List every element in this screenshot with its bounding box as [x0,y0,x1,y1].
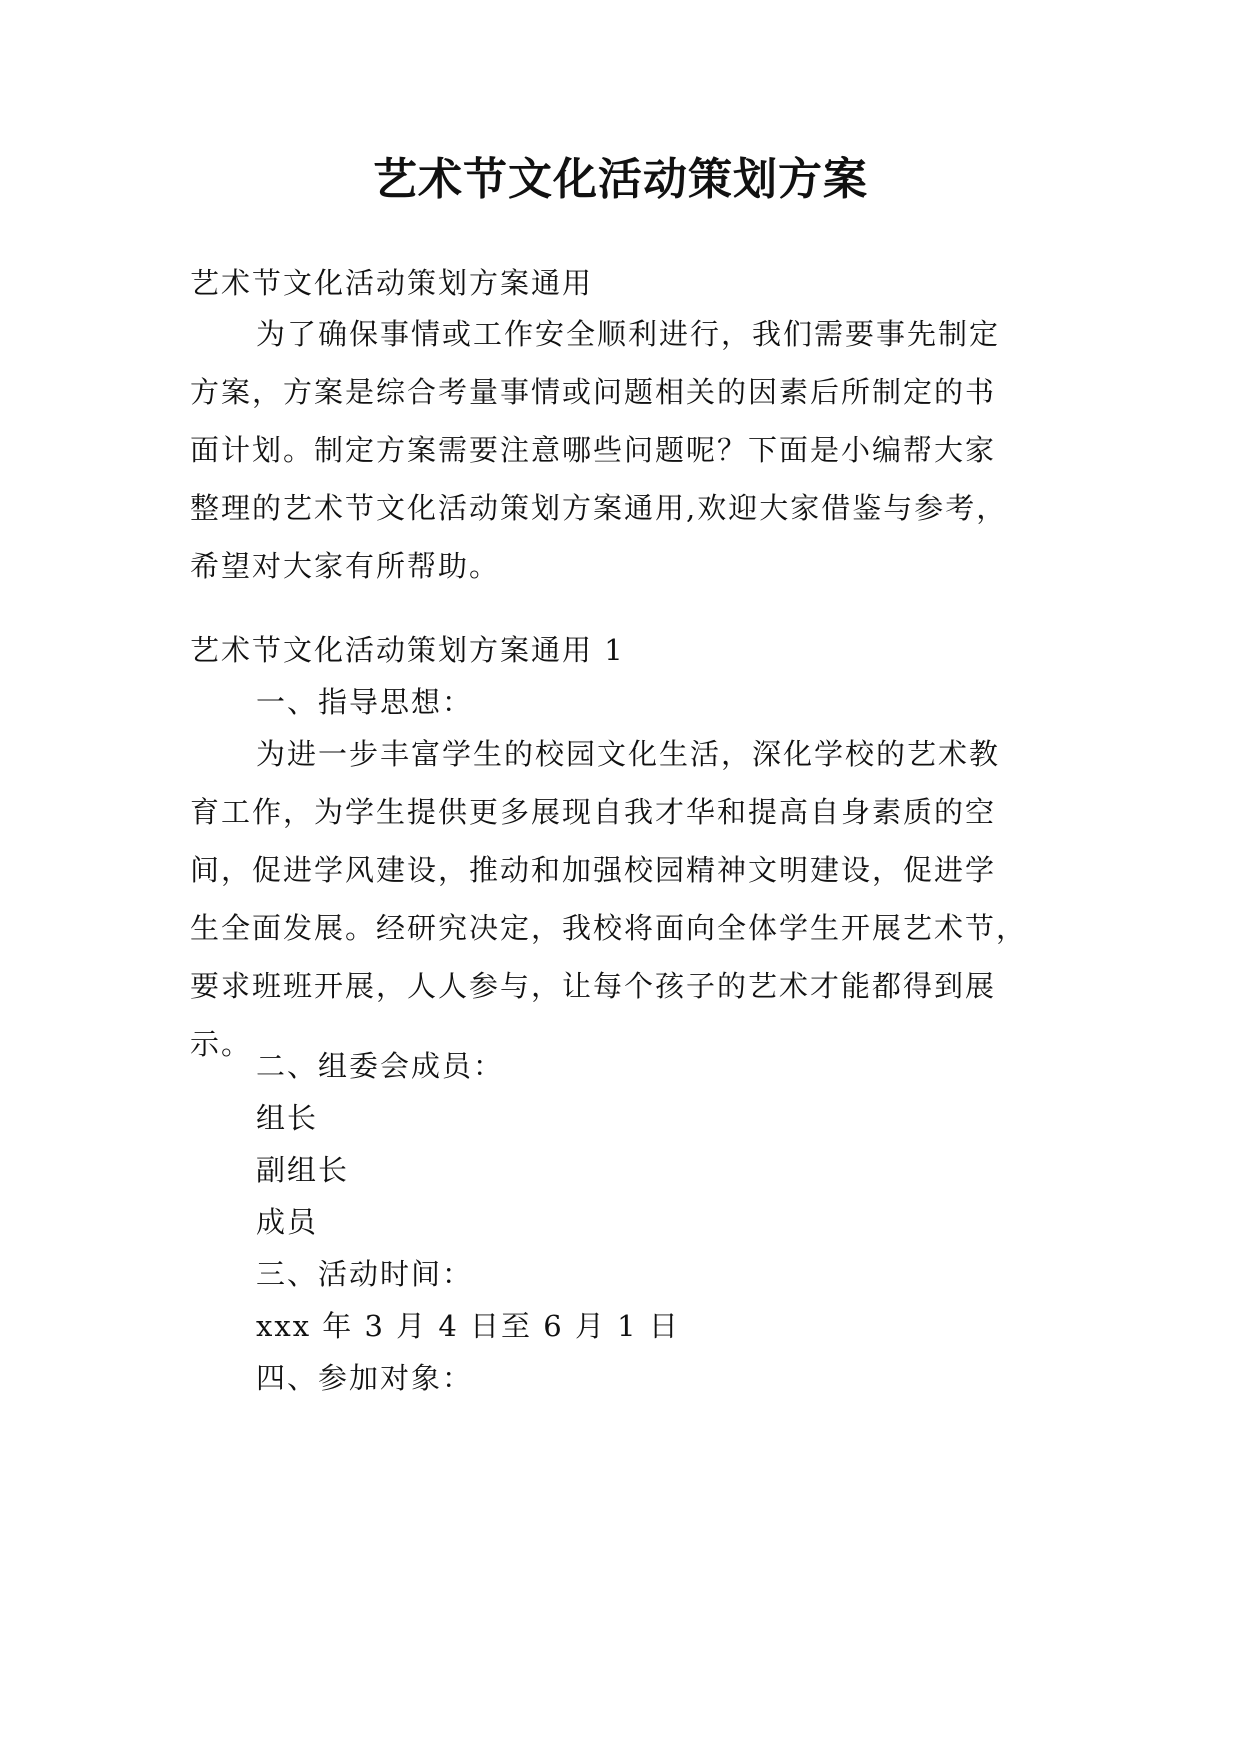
guiding-line: 为进一步丰富学生的校园文化生活，深化学校的艺术教 [256,737,1001,771]
guiding-line: 生全面发展。经研究决定，我校将面向全体学生开展艺术节， [190,911,1028,945]
intro-line: 面计划。制定方案需要注意哪些问题呢？下面是小编帮大家 [190,433,997,467]
activity-time: xxx 年 3 月 4 日至 6 月 1 日 [256,1309,680,1343]
document-subtitle: 艺术节文化活动策划方案通用 [190,266,594,300]
intro-line: 希望对大家有所帮助。 [190,549,501,583]
guiding-line: 示。 [190,1027,253,1061]
guiding-paragraph [190,725,1060,1073]
committee-deputy: 副组长 [256,1153,350,1187]
guiding-line: 间，促进学风建设，推动和加强校园精神文明建设，促进学 [190,853,997,887]
intro-line: 为了确保事情或工作安全顺利进行，我们需要事先制定 [256,317,1001,351]
intro-line: 方案，方案是综合考量事情或问题相关的因素后所制定的书 [190,375,997,409]
section-heading: 艺术节文化活动策划方案通用 1 [190,633,625,667]
guiding-line: 要求班班开展，人人参与，让每个孩子的艺术才能都得到展 [190,969,997,1003]
intro-paragraph [190,305,1060,595]
heading-participants: 四、参加对象： [256,1361,474,1395]
heading-activity-time: 三、活动时间： [256,1257,474,1291]
committee-members: 成员 [256,1205,319,1239]
document-title: 艺术节文化活动策划方案 [373,154,868,205]
committee-leader: 组长 [256,1101,319,1135]
intro-line: 整理的艺术节文化活动策划方案通用,欢迎大家借鉴与参考， [190,491,1008,525]
heading-committee: 二、组委会成员： [256,1049,505,1083]
heading-guiding-ideology: 一、指导思想： [256,685,474,719]
guiding-line: 育工作，为学生提供更多展现自我才华和提高自身素质的空 [190,795,997,829]
